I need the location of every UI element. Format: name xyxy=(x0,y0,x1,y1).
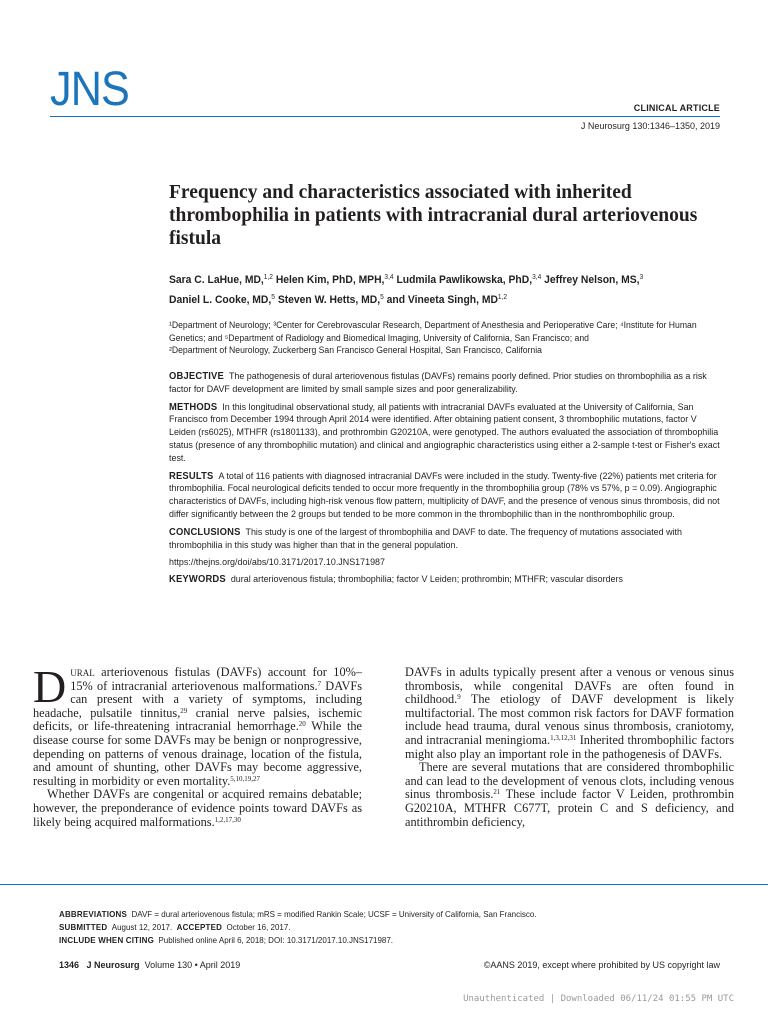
affiliations xyxy=(169,319,707,357)
page-footer-left xyxy=(59,960,240,970)
footer-rule xyxy=(0,884,768,885)
abstract-conclusions: CONCLUSIONS This study is one of the largest of thrombophilia and DAVF to date. The frequency of mutations associated with thrombophilia in this study was higher than that in the general population. xyxy=(169,526,682,551)
copyright-notice: ©AANS 2019, except where prohibited by US copyright law xyxy=(483,960,720,970)
header-rule xyxy=(50,116,720,117)
issue-info: Volume 130 • April 2019 xyxy=(144,960,241,970)
journal-citation: J Neurosurg 130:1346–1350, 2019 xyxy=(580,121,720,131)
author: Helen Kim, PhD, MPH,$^{3,4}$ xyxy=(275,274,394,286)
author: Daniel L. Cooke, MD,$^5$ xyxy=(169,294,275,306)
drop-cap: D xyxy=(33,661,67,712)
body-column-left xyxy=(33,661,362,829)
doi-link[interactable]: https://thejns.org/doi/abs/10.3171/2017.10.JNS171987 xyxy=(169,557,385,569)
body-column-right xyxy=(405,666,734,829)
submission-dates: SUBMITTED August 12, 2017. ACCEPTED October 16, 2017. xyxy=(59,922,291,932)
article-title: Frequency and characteristics associated with inherited thrombophilia in patients with intracranial dural arteriovenous fistula xyxy=(169,182,698,249)
citation-info: INCLUDE WHEN CITING Published online April 6, 2018; DOI: 10.3171/2017.10.JNS171987. xyxy=(59,935,394,945)
abstract-objective: OBJECTIVE The pathogenesis of dural arteriovenous fistulas (DAVFs) remains poorly defined. Prior studies on thrombophilia as a risk factor for DAVF development are limited by small sample sizes and poor generalizability. xyxy=(169,371,707,395)
abstract-results: RESULTS A total of 116 patients with diagnosed intracranial DAVFs were included in the study. Twenty-five (22%) patients met criteria for thrombophilia. Focal neurological deficits tended to occur more frequently in the thrombophilia group (78% vs 57%, p = 0.09). Angiographic characteristics of DAVFs, including high-risk venous flow pattern, multiplicity of DAVF, and the presence of venous sinus thrombosis, did not differ significantly between the 2 groups but tended to be more common in the thrombophilic than in the nonthrombophilic group. xyxy=(169,470,720,520)
affiliation-line: ²Department of Neurology, Zuckerberg San Francisco General Hospital, San Francisco, California xyxy=(169,345,542,355)
author: Ludmila Pawlikowska, PhD,$^{3,4}$ xyxy=(396,274,542,286)
body-paragraph: DAVFs in adults typically present after a venous or venous sinus thrombosis, while congenital DAVFs are often found in childhood.$^9$ The etiology of DAVF development is likely multifactorial. The most common risk factors for DAVF formation include head trauma, dural venous sinus thrombosis, craniotomy, and intracranial meningioma.$^{1,3,12,31}$ Inherited thrombophilic factors might also play an important role in the pathogenesis of DAVFs. xyxy=(405,665,734,761)
keywords: KEYWORDS dural arteriovenous fistula; thrombophilia; factor V Leiden; prothrombin; MTHFR; vascular disorders xyxy=(169,574,623,586)
affiliation-line: ¹Department of Neurology; ³Center for Cerebrovascular Research, Department of Anesthesia and Perioperative Care; ⁴Institute for Human Genetics; and ⁵Department of Radiology and Biomedical Imaging, University of California, San Francisco; and xyxy=(169,320,697,343)
author: Sara C. LaHue, MD,$^{1,2}$ xyxy=(169,274,273,286)
abstract xyxy=(169,371,725,592)
abbreviations: ABBREVIATIONS DAVF = dural arteriovenous fistula; mRS = modified Rankin Scale; UCSF = University of California, San Francisco. xyxy=(59,909,537,919)
article-footnotes xyxy=(59,908,708,947)
journal-name: J Neurosurg xyxy=(86,960,140,970)
author-list xyxy=(169,269,695,309)
body-paragraph: There are several mutations that are considered thrombophilic and can lead to the development of venous clots, including venous sinus thrombosis.$^{21}$ These include factor V Leiden, prothrombin G20210A, MTHFR C677T, protein C and S deficiency, and antithrombin deficiency, xyxy=(405,760,734,829)
author: Jeffrey Nelson, MS,$^3$ xyxy=(544,274,644,286)
page-number: 1346 xyxy=(59,960,80,970)
body-paragraph: Whether DAVFs are congenital or acquired remains debatable; however, the preponderance of evidence points toward DAVFs as likely being acquired malformations.$^{1,2,17,30}$ xyxy=(33,787,362,829)
download-watermark: Unauthenticated | Downloaded 06/11/24 01:55 PM UTC xyxy=(463,994,734,1004)
author: Steven W. Hetts, MD,$^5$ xyxy=(277,294,384,306)
article-type-label: CLINICAL ARTICLE xyxy=(633,103,720,113)
abstract-methods: METHODS In this longitudinal observational study, all patients with intracranial DAVFs evaluated at the University of California, San Francisco from December 1994 through April 2014 were identified. After obtaining patient consent, 3 thrombophilic mutations, factor V Leiden (rs6025), MTHFR (rs1801133), and prothrombin G20210A, were genotyped. The authors evaluated the association of thrombophilia status (presence of any thrombophilic mutation) and clinical and angiographic characteristics using either a 2-sample t-test or Fisher's exact test. xyxy=(169,401,720,464)
journal-logo: JNS xyxy=(50,63,129,116)
author: and Vineeta Singh, MD$^{1,2}$ xyxy=(386,294,508,306)
body-paragraph: Dural arteriovenous fistulas (DAVFs) account for 10%–15% of intracranial arteriovenous malformations.$^7$ DAVFs can present with a variety of symptoms, including headache, pulsatile tinnitus,$^{29}$ cranial nerve palsies, ischemic deficits, or life-threatening intracranial hemorrhage.$^{20}$ While the disease course for some DAVFs may be benign or nonprogressive, depending on patterns of venous drainage, location of the fistula, and amount of shunting, other DAVFs may become aggressive, resulting in morbidity or even mortality.$^{5,10,19,27}$ xyxy=(33,661,362,788)
